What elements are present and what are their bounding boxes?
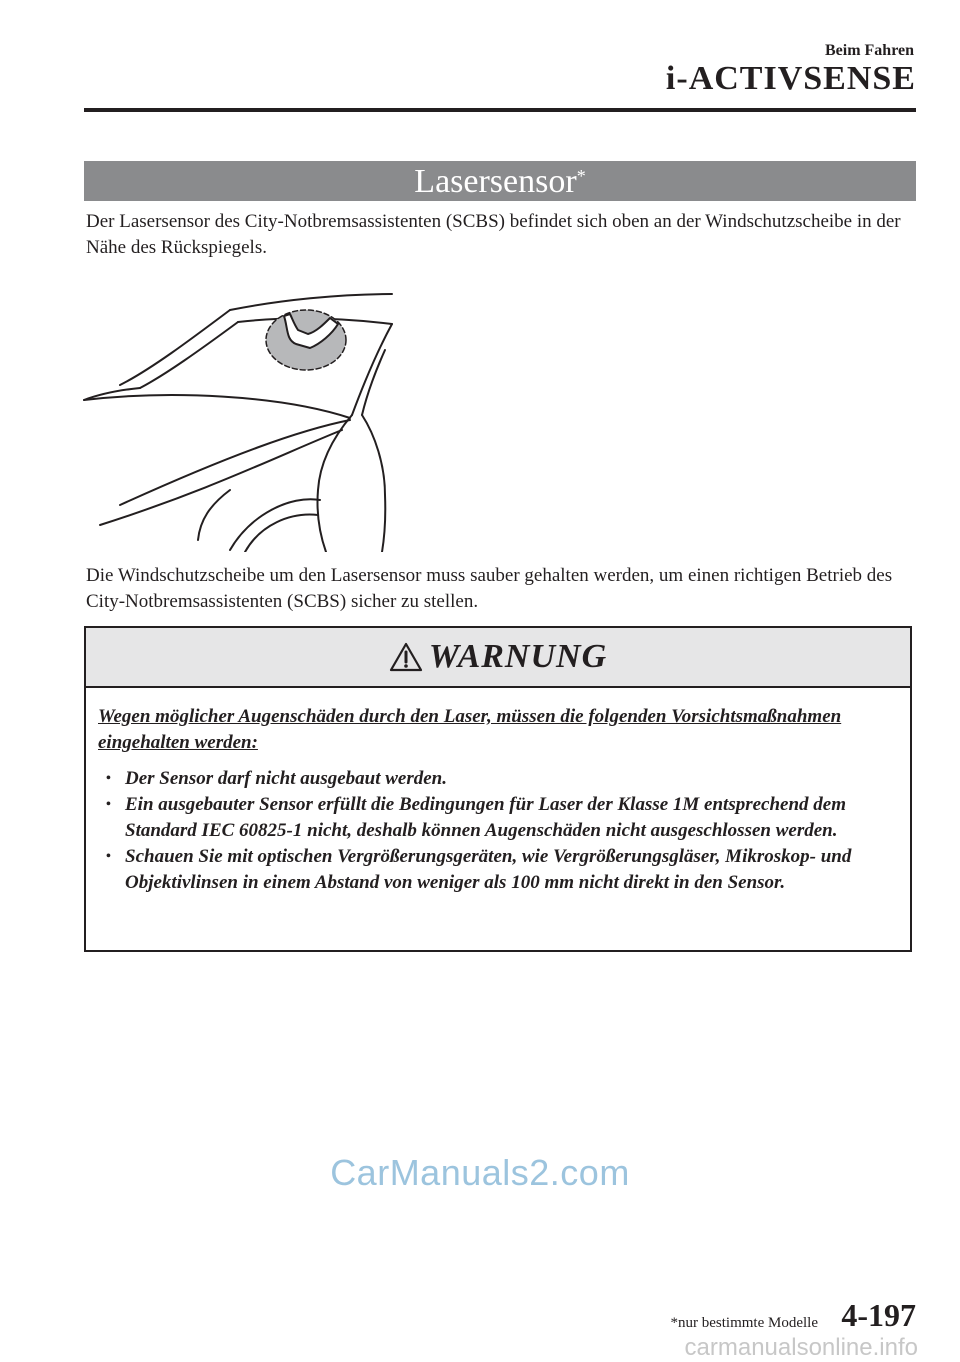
header-rule (84, 108, 916, 112)
warning-intro: Wegen möglicher Augenschäden durch den Laser, müssen die folgenden Vorsichtsmaßnahmen eingehalten werden: (98, 706, 842, 753)
windshield-sensor-illustration (80, 290, 400, 552)
model-footnote: *nur bestimmte Modelle (670, 1315, 818, 1331)
banner-title: Lasersensor (414, 163, 577, 200)
warning-triangle-icon (389, 641, 423, 673)
warning-item: • Der Sensor darf nicht ausgebaut werden. (98, 766, 898, 792)
warning-title: WARNUNG (428, 638, 608, 675)
watermark: CarManuals2.com (330, 1152, 630, 1193)
page-number: 4-197 (841, 1297, 916, 1333)
section-banner (84, 161, 916, 201)
cleaning-paragraph: Die Windschutzscheibe um den Lasersensor muss sauber gehalten werden, um einen richtigen Betrieb des City-Notbremsassistenten (SCBS) sicher zu stellen. (86, 565, 893, 612)
warning-box (84, 626, 912, 952)
warning-item: • Schauen Sie mit optischen Vergrößerungsgeräten, wie Vergrößerungsgläser, Mikroskop- und Objektivlinsen in einem Abstand von weniger als 100 mm nicht direkt in den Sensor. (98, 844, 898, 896)
model-marker: * (576, 166, 586, 186)
intro-paragraph: Der Lasersensor des City-Notbremsassistenten (SCBS) befindet sich oben an der Windschutzscheibe in der Nähe des Rückspiegels. (86, 211, 901, 258)
warning-header (86, 628, 910, 688)
section-label: Beim Fahren (824, 42, 914, 59)
warning-item: • Ein ausgebauter Sensor erfüllt die Bedingungen für Laser der Klasse 1M entsprechend dem Standard IEC 60825-1 nicht, deshalb können Augenschäden nicht ausgeschlossen werden. (98, 792, 898, 844)
footer-domain: carmanualsonline.info (684, 1334, 918, 1361)
warning-list (98, 766, 898, 896)
chapter-title: i-ACTIVSENSE (665, 60, 916, 97)
